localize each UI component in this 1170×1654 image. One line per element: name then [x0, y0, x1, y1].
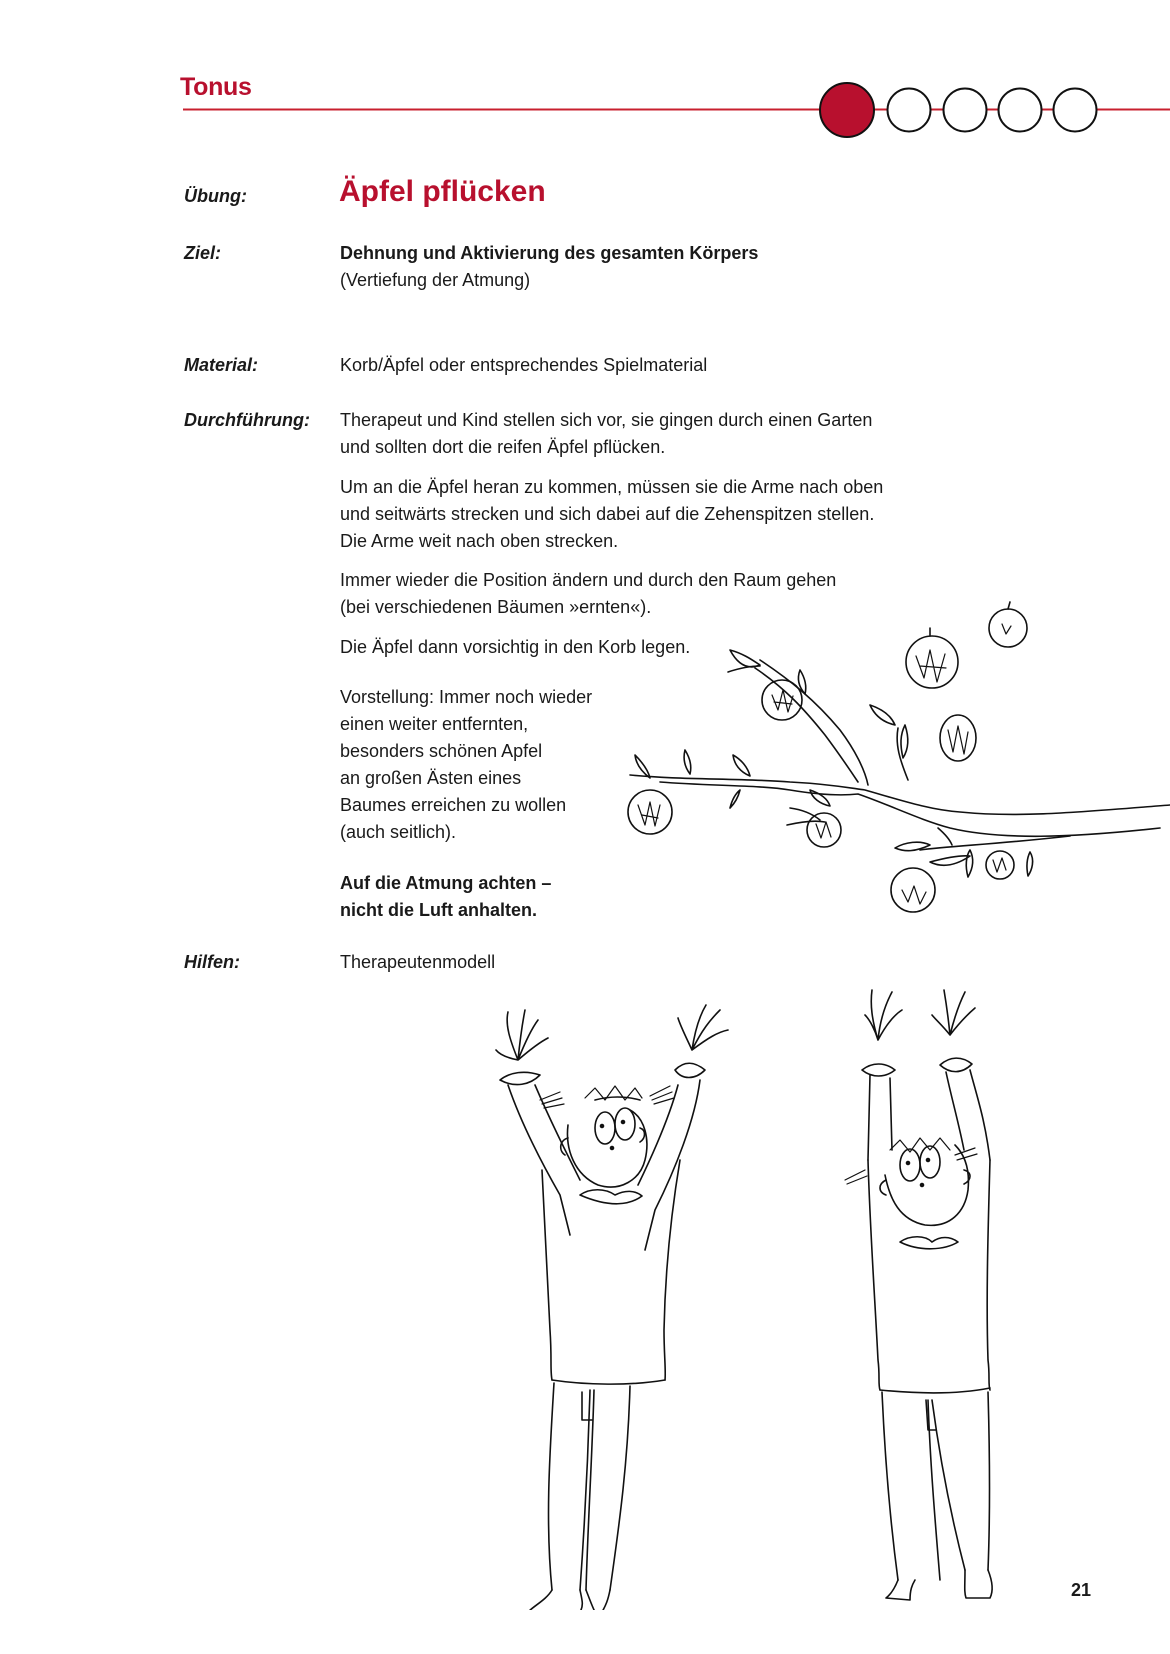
- aids-text: Therapeutenmodell: [340, 952, 496, 972]
- text-line: nicht die Luft anhalten.: [340, 900, 537, 920]
- apple: [986, 851, 1014, 879]
- progress-dot-empty: [944, 89, 987, 132]
- label-procedure: Durchführung:: [184, 410, 310, 430]
- progress-dot-empty: [1054, 89, 1097, 132]
- text-line: besonders schönen Apfel: [340, 741, 543, 761]
- text-line: Therapeut und Kind stellen sich vor, sie gingen durch einen Garten: [340, 410, 873, 430]
- progress-dot-filled: [820, 83, 874, 137]
- child-figure-right-illustration: [840, 980, 1070, 1610]
- text-line: Um an die Äpfel heran zu kommen, müssen sie die Arme nach oben: [340, 477, 884, 497]
- apple: [891, 868, 935, 912]
- apple: [940, 715, 976, 761]
- procedure-paragraph-2: [340, 474, 883, 555]
- goal-block: [340, 240, 758, 294]
- exercise-title: Äpfel pflücken: [339, 175, 546, 208]
- text-line: an großen Ästen eines: [340, 768, 522, 788]
- child-figure-left-illustration: [480, 1000, 740, 1610]
- text-line: Immer wieder die Position ändern und durch den Raum gehen: [340, 570, 837, 590]
- goal-main: Dehnung und Aktivierung des gesamten Körpers: [340, 243, 759, 263]
- apple: [989, 602, 1027, 647]
- label-exercise: Übung:: [184, 186, 247, 206]
- page-number: 21: [1071, 1580, 1092, 1600]
- text-line: und seitwärts strecken und sich dabei auf die Zehenspitzen stellen.: [340, 504, 875, 524]
- label-material: Material:: [184, 355, 259, 375]
- apple: [807, 813, 841, 847]
- text-line: Die Arme weit nach oben strecken.: [340, 531, 619, 551]
- label-aids: Hilfen:: [184, 952, 240, 972]
- text-line: Auf die Atmung achten –: [340, 873, 552, 893]
- apple-branch-illustration: [600, 590, 1170, 930]
- text-line: und sollten dort die reifen Äpfel pflücken.: [340, 437, 666, 457]
- text-line: Baumes erreichen zu wollen: [340, 795, 567, 815]
- progress-dot-empty: [999, 89, 1042, 132]
- label-goal: Ziel:: [184, 243, 222, 263]
- material-text: Korb/Äpfel oder entsprechendes Spielmaterial: [340, 355, 708, 375]
- text-line: (auch seitlich).: [340, 822, 457, 842]
- procedure-paragraph-5: [340, 684, 592, 846]
- section-title: Tonus: [180, 73, 252, 101]
- apple: [628, 790, 672, 834]
- procedure-paragraph-1: [340, 407, 872, 461]
- procedure-paragraph-6: [340, 870, 551, 924]
- text-line: einen weiter entfernten,: [340, 714, 529, 734]
- text-line: Vorstellung: Immer noch wieder: [340, 687, 593, 707]
- text-line: (bei verschiedenen Bäumen »ernten«).: [340, 597, 652, 617]
- text-line: Die Äpfel dann vorsichtig in den Korb legen.: [340, 637, 691, 657]
- goal-sub: (Vertiefung der Atmung): [340, 270, 531, 290]
- apple: [906, 628, 958, 688]
- header-graphic: [0, 0, 1170, 160]
- progress-dot-empty: [888, 89, 931, 132]
- apple: [762, 680, 802, 720]
